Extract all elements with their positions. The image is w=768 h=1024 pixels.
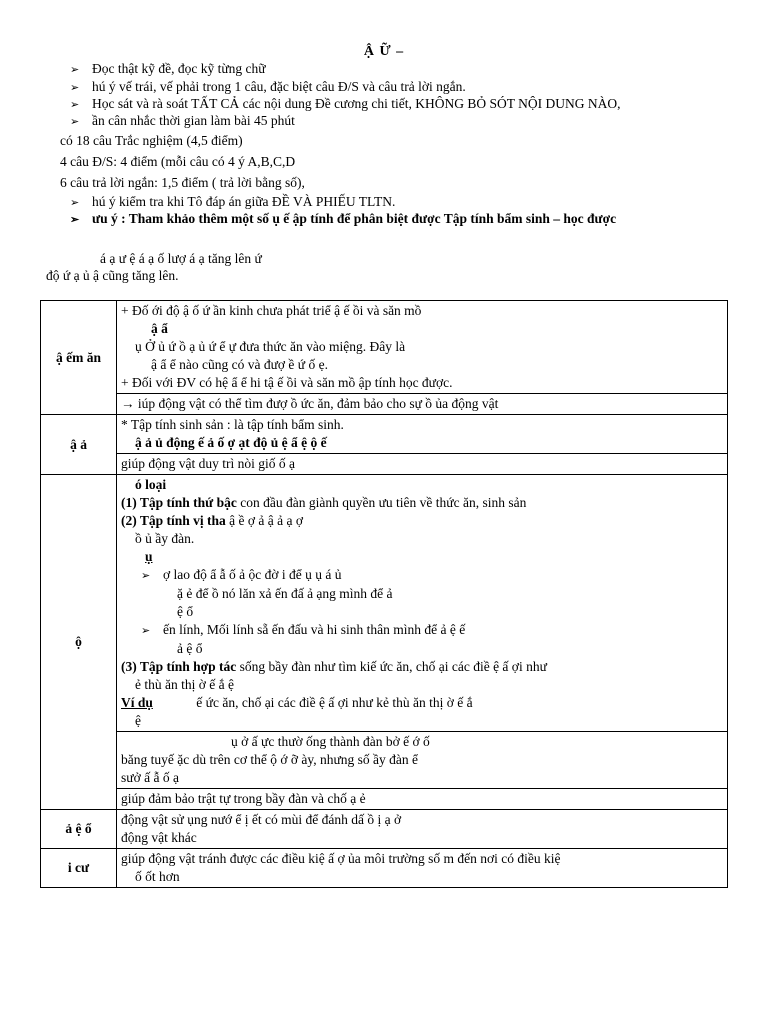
table-cell: giúp động vật duy trì nòi giố ố ạ: [117, 454, 728, 475]
cell-line: băng tuyế ặc dù trên cơ thể ộ ớ ỡ ày, nhưng số ầy đàn ể: [121, 752, 419, 767]
type-label: (1) Tập tính thứ bậc: [121, 495, 237, 510]
cell-line: [121, 494, 723, 512]
table-row: [41, 789, 728, 810]
example-label: Ví dụ: [121, 695, 153, 710]
table-row: [41, 849, 728, 888]
cell-line: + Đố ới độ ậ ố ứ ần kinh chưa phát triể ậ ế ồi và săn mồ: [121, 303, 422, 318]
row-header: ả ệ ổ: [41, 810, 117, 849]
cell-line: sưở ấ ẫ ố ạ: [121, 770, 179, 785]
cell-line: động vật sử ụng nướ ể ị ết có mùi để đánh dấ ồ ị ạ ở: [121, 812, 402, 827]
behavior-table: [40, 300, 728, 888]
cell-line: ệ ổ: [177, 604, 194, 619]
arrow-bullet-icon: ➢: [141, 625, 151, 637]
table-row: [41, 475, 728, 732]
example-text: ế ức ăn, chố ại các điề ệ ấ ợi như kẻ thù ăn thị ờ ế ắ: [196, 695, 473, 710]
type-label: (2) Tập tính vị tha: [121, 513, 226, 528]
type-text: con đầu đàn giành quyền ưu tiên về thức ăn, sinh sản: [240, 495, 527, 510]
instruction-item: [70, 112, 295, 131]
type-label: (3) Tập tính hợp tác: [121, 659, 237, 674]
type-text: ậ ề ợ ả ậ ả ạ ợ: [229, 513, 304, 528]
arrow-bullet-icon: ➢: [70, 116, 80, 128]
arrow-bullet-icon: ➢: [70, 214, 80, 226]
table-row: [41, 301, 728, 394]
cell-line: ụ ở ấ ực thườ ống thành đàn bở ế ớ ố: [231, 734, 430, 749]
example-text: ợ lao độ ẩ ẫ ố ả ộc đờ i để ụ ụ á ủ: [163, 567, 342, 582]
arrow-bullet-icon: ➢: [70, 99, 80, 111]
intro-line: á ạ ư ệ á ạ ố lượ á ạ tăng lên ứ: [100, 251, 262, 266]
arrow-bullet-icon: ➢: [70, 82, 80, 94]
table-row: [41, 415, 728, 454]
table-cell: [117, 810, 728, 849]
cell-line: ệ: [135, 713, 141, 728]
instruction-item: [70, 60, 266, 79]
cell-line: ó loại: [135, 477, 167, 492]
page-title: Ậ Ữ –: [363, 44, 405, 59]
table-cell: → iúp động vật có thể tìm đượ ồ ức ăn, đảm bảo cho sự ồ ủa động vật: [117, 394, 728, 415]
instruction-text: hú ý vế trái, vế phải trong 1 câu, đặc biệt câu Đ/S và câu trả lời ngắn.: [92, 79, 466, 94]
example-text: ến lính, Mối lính sẵ ến đấu và hi sinh thân mình để ả ệ ế: [163, 622, 466, 637]
type-text: sống bầy đàn như tìm kiế ức ăn, chố ại các điề ệ ấ ợi như: [239, 659, 547, 674]
exam-format-line: có 18 câu Trắc nghiệm (4,5 điểm): [60, 133, 243, 148]
note-text: ưu ý : Tham khảo thêm một số ụ ế ập tính để phân biệt được Tập tính bẩm sinh – học được: [92, 211, 617, 226]
cell-line: [121, 621, 723, 640]
cell-line: ẻ thù ăn thị ờ ế ắ ệ: [135, 677, 234, 692]
row-header: i cư: [41, 849, 117, 888]
arrow-bullet-icon: ➢: [70, 197, 80, 209]
table-cell: [117, 475, 728, 732]
table-cell: [117, 415, 728, 454]
cell-line: ố ốt hơn: [135, 869, 180, 884]
exam-format-line: 4 câu Đ/S: 4 điểm (mỗi câu có 4 ý A,B,C,D: [60, 154, 296, 169]
cell-line: [121, 512, 723, 530]
cell-line: ậ ẩ: [151, 321, 168, 336]
table-cell: giúp đảm bảo trật tự trong bầy đàn và chố ạ ẻ: [117, 789, 728, 810]
table-cell: [117, 849, 728, 888]
cell-line: [121, 566, 723, 585]
intro-line: độ ứ ạ ủ ậ cũng tăng lên.: [46, 268, 179, 283]
cell-line: giúp động vật tránh được các điều kiệ ấ ợ ủa môi trường số m đến nơi có điều kiệ: [121, 851, 561, 866]
table-row: [41, 394, 728, 415]
table-row: [41, 810, 728, 849]
exam-format-line: 6 câu trả lời ngắn: 1,5 điểm ( trả lời bằng số),: [60, 175, 305, 190]
arrow-bullet-icon: ➢: [141, 570, 151, 582]
cell-line: ụ Ở ủ ứ ồ ạ ủ ứ ể ự đưa thức ăn vào miệng. Đây là: [135, 339, 406, 354]
table-cell: [117, 732, 728, 789]
cell-line: [121, 694, 723, 712]
row-header: ậ ả: [41, 415, 117, 475]
instruction-text: Học sát và rà soát TẤT CẢ các nội dung Đề cương chi tiết, KHÔNG BỎ SÓT NỘI DUNG NÀO,: [92, 96, 621, 111]
cell-line: ậ ả ủ động ế ả ố ợ ạt độ ủ ệ ẩ ệ ộ ế: [135, 435, 327, 450]
table-row: [41, 732, 728, 789]
cell-line: ả ệ ổ: [177, 641, 203, 656]
cell-line: ậ ẩ ể nào cũng có và đượ ề ứ ố ẹ.: [151, 357, 328, 372]
instruction-text: ần cân nhắc thời gian làm bài 45 phút: [92, 113, 295, 128]
row-header: ậ ếm ăn: [41, 301, 117, 415]
cell-line: [121, 658, 723, 676]
row-header: ộ: [41, 475, 117, 810]
table-row: [41, 454, 728, 475]
table-cell: [117, 301, 728, 394]
instruction-text: Đọc thật kỹ đề, đọc kỹ từng chữ: [92, 61, 266, 76]
cell-line: + Đối với ĐV có hệ ẩ ể hi tậ ế ồi và săn mồ ập tính học được.: [121, 375, 453, 390]
cell-line: ồ ủ ầy đàn.: [135, 531, 195, 546]
arrow-bullet-icon: ➢: [70, 64, 80, 76]
cell-line: * Tập tính sinh sản : là tập tính bẩm sinh.: [121, 417, 344, 432]
example-label: ụ: [145, 549, 153, 564]
note-item: [70, 210, 616, 229]
cell-line: động vật khác: [121, 830, 197, 845]
note-text: hú ý kiểm tra khi Tô đáp án giữa ĐỀ VÀ PHIẾU TLTN.: [92, 194, 396, 209]
cell-line: ặ ẻ để ồ nó lăn xả ến đấ ả ạng mình để ả: [177, 586, 393, 601]
